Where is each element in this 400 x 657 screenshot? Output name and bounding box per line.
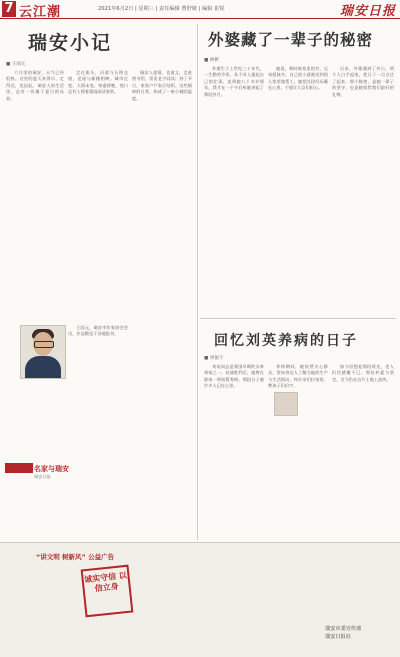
column-divider [197, 24, 198, 540]
article-1-text-1: 六月里的瑞安，天气已经很热。这里的夏天来得早，走得迟，也因此，瑞安人的生活里，总有一份属于夏日的从容。 [6, 70, 64, 101]
author-photo [20, 325, 66, 379]
article-2-text-1: 外婆生于上世纪三十年代，一生勤劳节俭，从不对人提起自己的往事。直到她八十多岁那年，我才在一个午后听她讲起了那段岁月。 [204, 66, 264, 97]
section-divider [200, 318, 396, 319]
article-3-text-3: 如今回想起那段时光，老人们仍感慨不已。那份朴素与坚定，至今仍在这片土地上流传。 [332, 364, 394, 382]
article-title-2: 外婆藏了一辈子的秘密 [208, 30, 374, 49]
article-1-column-3 [132, 70, 192, 540]
article-2-column-2 [268, 66, 328, 314]
byline-1: ■ 王国元 [6, 62, 26, 67]
ad-sign-1: 瑞安市委宣传部 [325, 626, 362, 632]
date-meta: 2021年6月2日 | 星期三 | 责任编辑 曹舒婕 | 编辑 崔锐 [98, 6, 225, 12]
article-2-text-2: 她说，那时候家里很穷，兄弟姐妹多，自己很小就被送到别人家里做帮工。她把这段经历藏在心里，不愿让儿女们担心。 [268, 66, 328, 91]
page-number: 7 [2, 1, 16, 17]
section-title: 云江潮 [19, 5, 62, 20]
article-3-column-2 [268, 364, 328, 540]
article-1-text-3: 瑞安人重情，也重文。走进图书馆，常见老少同读；到了节日，家家户户张灯结彩。这些细碎的日常，构成了一座小城的温度。 [132, 70, 192, 101]
article-1-column-1 [6, 70, 64, 318]
seal-stamp-text: 诚实守信 以信立身 [83, 570, 128, 594]
article-title-3: 回忆刘英养病的日子 [214, 333, 358, 349]
article-1-text-2: 走在街头，河道与石桥交错，老屋与新楼相映。城市在变，人情未变。每逢傍晚，巷口总有人摇着蒲扇闲话家常。 [68, 70, 128, 95]
tag-sub: 瑞安日报 [34, 474, 51, 479]
article-1-column-2 [68, 70, 128, 318]
article-2-column-3 [332, 66, 394, 314]
article-3-column-1 [204, 364, 264, 540]
author-note-column [68, 325, 128, 445]
page-header [0, 0, 400, 19]
article-3-column-3 [332, 364, 394, 540]
tag-label: 名家与瑞安 [34, 465, 69, 473]
ad-sign-2: 瑞安日报社 [325, 634, 351, 640]
seal-stamp [81, 565, 134, 618]
ad-title: “讲文明 树新风” 公益广告 [36, 553, 115, 561]
author-note: 王国元，瑞安市作家协会会员，作品散见于各地报刊。 [68, 325, 128, 337]
article-3-text-1: 刘英同志是我国早期的女革命家之一。抗战胜利后，她曾在浙南一带短暂养病，那段日子被许多人记在心里。 [204, 364, 264, 389]
article-2-text-3: 后来，外婆遇到了外公，两个人白手起家，把日子一点点过了起来。那个秘密，是她一辈子的坚守，也是她留给我们最好的礼物。 [332, 66, 394, 97]
byline-3: ■ 周振宇 [204, 356, 224, 361]
article-3-text-2: 养病期间，她依然关心群众，常向身边人了解当地的生产与生活情况，和乡亲们拉家常，教孩子们识字。 [268, 364, 328, 389]
article-title-1: 瑞安小记 [28, 32, 113, 54]
inline-photo [274, 392, 298, 416]
tag-box [5, 463, 33, 473]
byline-2: ■ 林彬 [204, 58, 219, 63]
article-2-column-1 [204, 66, 264, 314]
masthead: 瑞安日报 [339, 4, 396, 19]
